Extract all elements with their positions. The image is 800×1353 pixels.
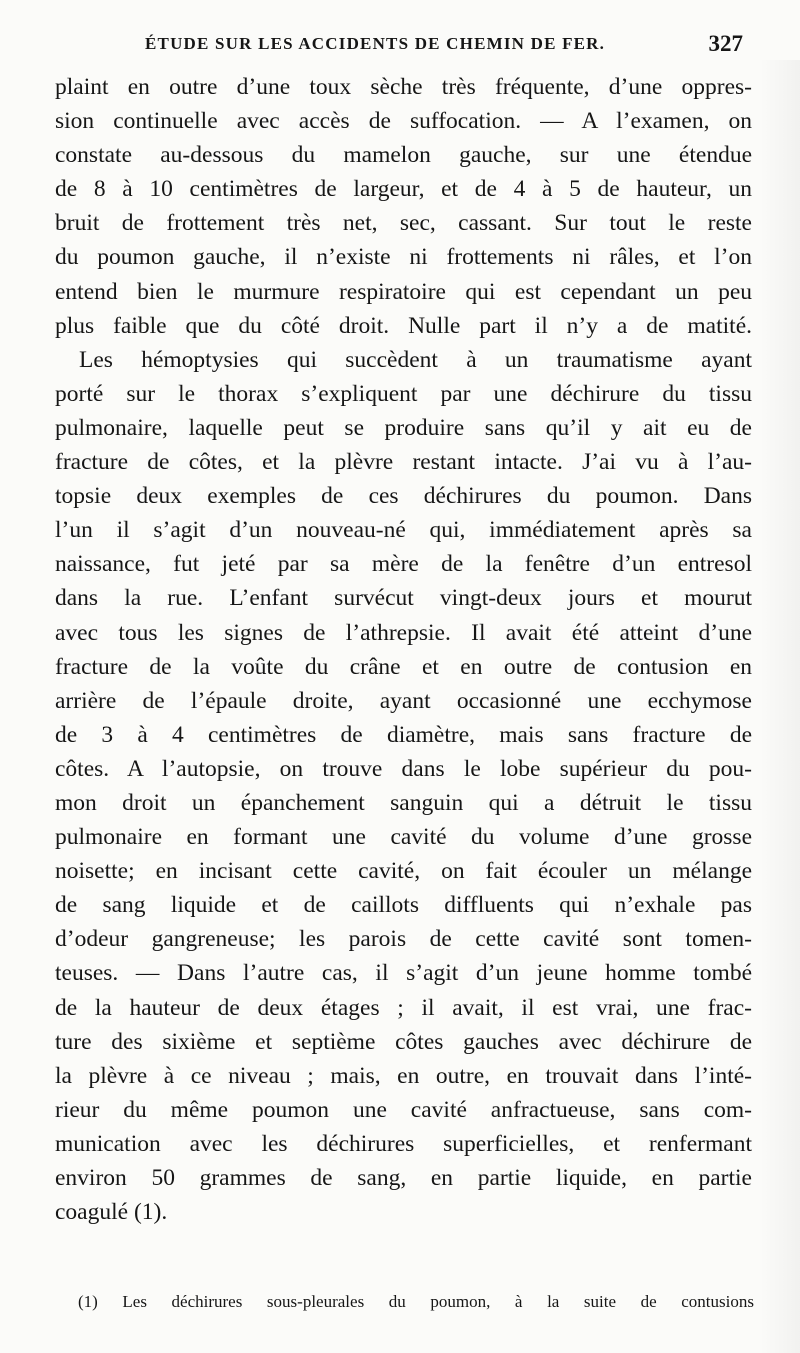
text-line: côtes. A l’autopsie, on trouve dans le lobe supérieur du pou- (55, 755, 752, 782)
text-line: ture des sixième et septième côtes gauches avec déchirure de (55, 1028, 752, 1055)
text-line: entend bien le murmure respiratoire qui est cependant un peu (55, 278, 752, 305)
text-line: teuses. — Dans l’autre cas, il s’agit d’un jeune homme tombé (55, 960, 752, 987)
text-line: mon droit un épanchement sanguin qui a détruit le tissu (55, 789, 752, 816)
text-line: arrière de l’épaule droite, ayant occasionné une ecchymose (55, 687, 752, 714)
text-line: de 8 à 10 centimètres de largeur, et de 4 à 5 de hauteur, un (55, 176, 752, 203)
page-number: 327 (708, 31, 743, 56)
text-line: plus faible que du côté droit. Nulle part il n’y a de matité. (55, 312, 752, 339)
text-line: fracture de la voûte du crâne et en outre de contusion en (55, 653, 752, 680)
text-line: dans la rue. L’enfant survécut vingt-deux jours et mourut (55, 585, 752, 612)
text-line: sion continuelle avec accès de suffocation. — A l’examen, on (55, 108, 752, 135)
text-line: de la hauteur de deux étages ; il avait, il est vrai, une frac- (55, 994, 752, 1021)
text-line: rieur du même poumon une cavité anfractueuse, sans com- (55, 1096, 752, 1123)
text-line: noisette; en incisant cette cavité, on fait écouler un mélange (55, 858, 752, 885)
running-title: ÉTUDE SUR LES ACCIDENTS DE CHEMIN DE FER. (145, 34, 606, 53)
text-line: naissance, fut jeté par sa mère de la fenêtre d’un entresol (55, 551, 752, 578)
running-head (145, 31, 743, 64)
text-line: l’un il s’agit d’un nouveau-né qui, immédiatement après sa (55, 517, 752, 544)
text-line: plaint en outre d’une toux sèche très fréquente, d’une oppres- (55, 74, 752, 100)
text-line: bruit de frottement très net, sec, cassant. Sur tout le reste (55, 210, 752, 237)
text-line: de sang liquide et de caillots diffluents qui n’exhale pas (55, 892, 752, 919)
text-line: avec tous les signes de l’athrepsie. Il avait été atteint d’une (55, 619, 752, 646)
paragraph-end-line: coagulé (1). (55, 1199, 168, 1226)
paragraph-start-line: Les hémoptysies qui succèdent à un traumatisme ayant (79, 346, 752, 373)
text-line: du poumon gauche, il n’existe ni frottements ni râles, et l’on (55, 244, 752, 271)
page-edge-shadow (760, 60, 800, 1353)
text-line: fracture de côtes, et la plèvre restant intacte. J’ai vu à l’au- (55, 449, 752, 476)
text-line: topsie deux exemples de ces déchirures du poumon. Dans (55, 483, 752, 510)
text-line: environ 50 grammes de sang, en partie liquide, en partie (55, 1165, 752, 1191)
text-line: porté sur le thorax s’expliquent par une déchirure du tissu (55, 380, 752, 407)
body-text (55, 70, 752, 1229)
text-line: munication avec les déchirures superficielles, et renfermant (55, 1130, 752, 1157)
text-line: la plèvre à ce niveau ; mais, en outre, en trouvait dans l’inté- (55, 1062, 752, 1089)
text-line: de 3 à 4 centimètres de diamètre, mais sans fracture de (55, 721, 752, 748)
text-line: pulmonaire en formant une cavité du volume d’une grosse (55, 824, 752, 851)
text-line: constate au-dessous du mamelon gauche, sur une étendue (55, 142, 752, 169)
text-line: d’odeur gangreneuse; les parois de cette cavité sont tomen- (55, 926, 752, 953)
text-line: pulmonaire, laquelle peut se produire sans qu’il y ait eu de (55, 414, 752, 441)
footnote: (1) Les déchirures sous-pleurales du poumon, à la suite de contusions (78, 1292, 754, 1311)
